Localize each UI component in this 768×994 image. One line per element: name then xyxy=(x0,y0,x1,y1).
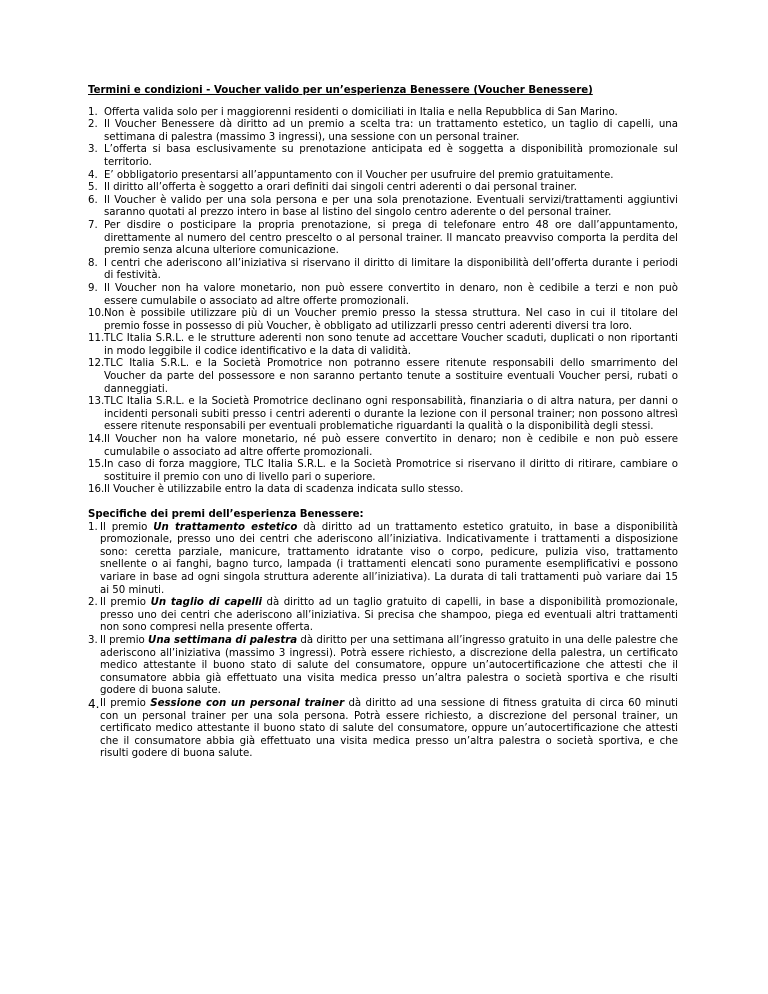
term-number: 2. xyxy=(88,119,98,131)
term-text: Non è possibile utilizzare più di un Voucher premio presso la stessa struttura. Nel caso in cui il titolare del premio fosse in possesso di più Voucher, è obbligato ad utilizzarli presso centri aderenti diversi tra loro. xyxy=(104,308,678,332)
term-text: Il diritto all’offerta è soggetto a orari definiti dai singoli centri aderenti o dai personal trainer. xyxy=(104,182,578,194)
prize-item xyxy=(88,698,678,761)
prize-number: 1. xyxy=(88,521,98,533)
prize-number: 3. xyxy=(88,634,98,646)
term-number: 4. xyxy=(88,169,98,181)
term-item xyxy=(88,283,678,308)
term-item xyxy=(88,107,678,120)
prize-name: Un taglio di capelli xyxy=(150,597,262,609)
term-text: E’ obbligatorio presentarsi all’appuntamento con il Voucher per usufruire del premio gratuitamente. xyxy=(104,169,614,181)
term-text: Per disdire o posticipare la propria prenotazione, si prega di telefonare entro 48 ore dall’appuntamento, direttamente al numero del centro prescelto o al personal trainer. Il mancato preavviso comporta la perdita del premio senza alcuna ulteriore comunicazione. xyxy=(104,219,678,257)
term-number: 8. xyxy=(88,257,98,269)
term-item xyxy=(88,170,678,183)
document-page xyxy=(88,85,678,761)
term-item xyxy=(88,258,678,283)
term-text: Il Voucher è utilizzabile entro la data di scadenza indicata sullo stesso. xyxy=(104,484,464,496)
terms-list xyxy=(88,107,678,497)
term-item xyxy=(88,308,678,333)
prize-item xyxy=(88,522,678,598)
term-number: 9. xyxy=(88,282,98,294)
term-item xyxy=(88,144,678,169)
term-number: 6. xyxy=(88,194,98,206)
prize-intro: Il premio xyxy=(100,521,154,533)
prize-name: Un trattamento estetico xyxy=(153,521,298,533)
prize-list xyxy=(88,522,678,761)
prizes-title: Specifiche dei premi dell’esperienza Benessere: xyxy=(88,509,364,520)
term-number: 12. xyxy=(88,358,105,370)
prize-text: dà diritto ad un taglio gratuito di capelli, in base a disponibilità promozionale, presso uno dei centri che aderiscono all’iniziativa. Si precisa che shampoo, piega ed eventuali altri trattamenti non sono compresi nella presente offerta. xyxy=(100,597,679,634)
prize-text: dà diritto per una settimana all’ingresso gratuito in una delle palestre che aderiscono all’iniziativa (massimo 3 ingressi). Potrà essere richiesto, a discrezione della palestra, un certificato medico attestante il buono stato di salute del consumatore, oppure un’autocertificazione che attesti che il consumatore abbia già effettuato una visita medica presso un’altra palestra o società sportiva e che risulti godere di buona salute. xyxy=(100,634,678,697)
term-text: Il Voucher non ha valore monetario, non può essere convertito in denaro, non è cedibile a terzi e non può essere cumulabile o associato ad altre offerte promozionali. xyxy=(104,282,678,307)
prize-number: 2. xyxy=(88,597,98,609)
term-text: TLC Italia S.R.L. e le strutture aderenti non sono tenute ad accettare Voucher scaduti, duplicati o non riportanti in modo leggibile il codice identificativo e la data di validità. xyxy=(104,333,678,357)
term-item xyxy=(88,358,678,396)
term-item xyxy=(88,396,678,434)
term-text: Il Voucher è valido per una sola persona e per una sola prenotazione. Eventuali servizi/trattamenti aggiuntivi saranno quotati al prezzo intero in base al listino del singolo centro aderente o del personal trainer. xyxy=(104,194,678,219)
term-item xyxy=(88,195,678,220)
prize-item xyxy=(88,635,678,698)
term-text: Offerta valida solo per i maggiorenni residenti o domiciliati in Italia e nella Repubblica di San Marino. xyxy=(104,106,618,118)
prize-name: Sessione con un personal trainer xyxy=(150,697,345,709)
term-item xyxy=(88,434,678,459)
prize-text: dà diritto ad un trattamento estetico gratuito, in base a disponibilità promozionale, presso uno dei centri che aderiscono all’iniziativa. Indicativamente i trattamenti a disposizione sono: ceretta parziale, manicure, trattamento idratante viso o corpo, pedicure, pulizia viso, trattamento snellente o ai fanghi, bagno turco, lampada (i trattamenti elencati sono puramente esemplificativi e possono variare in base ad ogni singola struttura aderente all’iniziativa). La durata di tali trattamenti può variare dai 15 ai 50 minuti. xyxy=(100,521,678,596)
term-item xyxy=(88,182,678,195)
term-item xyxy=(88,459,678,484)
prize-intro: Il premio xyxy=(100,597,151,609)
term-item xyxy=(88,119,678,144)
term-number: 7. xyxy=(88,219,98,231)
term-item xyxy=(88,333,678,358)
term-number: 11. xyxy=(88,333,105,345)
term-text: I centri che aderiscono all’iniziativa si riservano il diritto di limitare la disponibilità dell’offerta durante i periodi di festività. xyxy=(104,257,678,282)
term-number: 16. xyxy=(88,484,105,496)
prize-intro: Il premio xyxy=(100,697,151,709)
term-text: Il Voucher non ha valore monetario, né può essere convertito in denaro; non è cedibile e non può essere cumulabile o associato ad altre offerte promozionali. xyxy=(104,434,678,458)
term-text: TLC Italia S.R.L. e la Società Promotrice declinano ogni responsabilità, finanziaria o di altra natura, per danni o incidenti personali subiti presso i centri aderenti o durante la lezione con il personal trainer; non possono altresì essere ritenute responsabili per eventuali problematiche riguardanti la qualità o la disponibilità degli stessi. xyxy=(104,396,678,433)
prize-intro: Il premio xyxy=(100,634,149,646)
prize-number: 4. xyxy=(88,696,100,711)
term-number: 5. xyxy=(88,182,98,194)
prize-item xyxy=(88,597,678,635)
prize-name: Una settimana di palestra xyxy=(148,634,298,646)
term-text: In caso di forza maggiore, TLC Italia S.R.L. e la Società Promotrice si riservano il diritto di ritirare, cambiare o sostituire il premio con uno di livello pari o superiore. xyxy=(104,459,678,483)
term-number: 15. xyxy=(88,459,105,471)
term-text: Il Voucher Benessere dà diritto ad un premio a scelta tra: un trattamento estetico, un taglio di capelli, una settimana di palestra (massimo 3 ingressi), una sessione con un personal trainer. xyxy=(104,119,678,143)
term-text: L’offerta si basa esclusivamente su prenotazione anticipata ed è soggetta a disponibilità promozionale sul territorio. xyxy=(104,144,678,168)
prizes-section xyxy=(88,509,678,761)
term-item xyxy=(88,484,678,497)
document-title: Termini e condizioni - Voucher valido per un’esperienza Benessere (Voucher Benessere) xyxy=(88,85,593,96)
term-number: 1. xyxy=(88,106,98,118)
term-item xyxy=(88,220,678,258)
term-number: 3. xyxy=(88,144,98,156)
prize-text: dà diritto ad una sessione di fitness gratuita di circa 60 minuti con un personal trainer per una sola persona. Potrà essere richiesto, a discrezione del personal trainer, un certificato medico attestante il buono stato di salute del consumatore, oppure un’autocertificazione che attesti che il consumatore abbia già effettuato una visita medica presso un’altra palestra o società sportiva, e che risulti godere di buona salute. xyxy=(100,697,678,760)
term-text: TLC Italia S.R.L. e la Società Promotrice non potranno essere ritenute responsabili dello smarrimento del Voucher da parte del possessore e non saranno pertanto tenute a sostituire eventuali Voucher persi, rubati o danneggiati. xyxy=(104,358,678,395)
term-number: 14. xyxy=(88,434,105,446)
term-number: 13. xyxy=(88,396,105,408)
term-number: 10. xyxy=(88,308,105,320)
